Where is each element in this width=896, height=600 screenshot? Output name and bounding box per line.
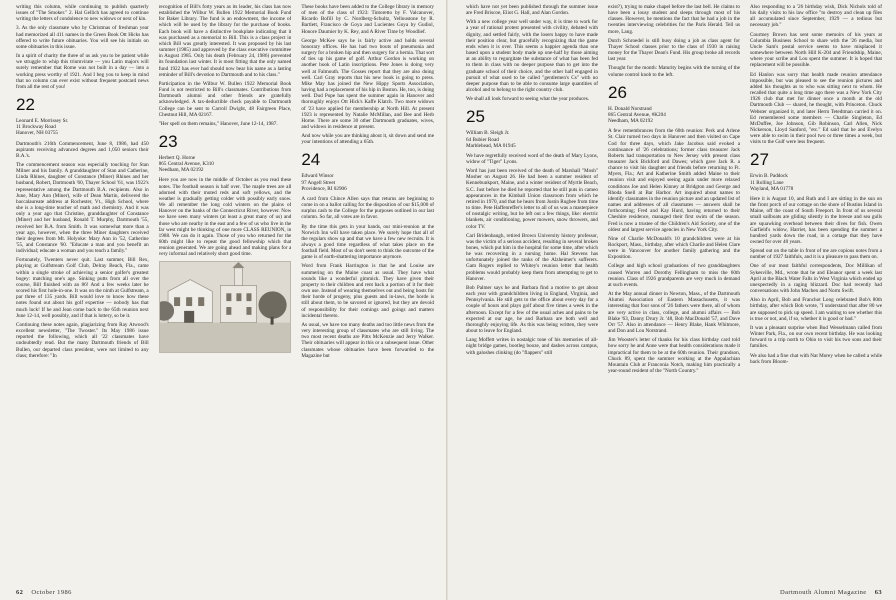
address-line: 11 Rolling Lane: [750, 179, 784, 186]
class-year-heading: 24: [301, 150, 321, 170]
paragraph: Here it is August 10, and Ruth and I are sitting in the sun on the front porch of our cottage on the shore of Bustins Island in Maine, off the coast of South Freeport. In front of us several small sailboats are gliding silently in the breeze and sea gulls are squawking overhead between their dives for fish. Owen Garfield's widow, Harriet, has been spending the summer a hundred yards down the road, in a cottage that they have owned for over 40 years.: [750, 195, 882, 245]
paragraph: A card from Chince Allen says that returns are beginning to come in on a ballot calling for the disposition of our $15,000 of surplus cash to the College for the purposes outlined in our last column. So far, all votes are in favor.: [301, 195, 435, 221]
paragraph: Ed Hanlon was sorry that health made reunion attendance impossible, but was pleased to see the reunion pictures and added his thoughts as to who was sitting next to whom. He recalled that quite a long time ago there was a New York City 1926 club that met for dinner once a month at the old Dartmouth Club — shared, he thought, with Princeton. Chuck Webster organized it, and later Herm Tetedtman carried it on. Ed remembered some members — Charlie Singleton, Ed McDuffee, Joe Johnson, Gib Robinson, Carl Allen, Nick Nickerson, Lloyd Sanford, "etc." Ed said that he and Evelyn were able to swim in their pool two or three times a week, but visits to the Gulf were less frequent.: [750, 71, 882, 146]
right-column-3: [750, 4, 882, 582]
paragraph: We have regretfully received word of the death of Mary Lyons, widow of "Tiger" Lyons.: [466, 152, 598, 165]
paragraph: Dartmouth's 216th Commencement, June 8, 1986, had 450 aspirants receiving advanced degrees and 1,050 seniors their B.A.'s.: [16, 140, 149, 159]
paragraph: Bob Palmer says he and Barbara find a motive to get about each year with grandchildren living in England, Virginia, and Pennsylvania. He still gets to the office about every day for a couple of hours and plays golf about five times a week in the afternoon. Except for a few of the usual aches and pains to be expected at our age, he and Barbara are both well and thoroughly enjoying life. As this was being written, they were about to leave for England.: [466, 284, 598, 335]
campus-building-illustration: [160, 262, 291, 352]
paragraph: Also in April, Bob and Franchot Long celebrated Bob's 80th birthday, after which Bob wrote, "I understand that after 80 we are supposed to pick up speed. I am waiting to see whether this is true or not, and, if so, whether it is good or bad.": [750, 297, 882, 322]
paragraph: By the time this gets in your hands, our mini-reunion at the Norwich Inn will have taken place. We surely hope that all of the regulars show up and that we have a few new recruits. It is always a good time regardless of what takes place on the football field. Most of us don't seem to think the outcome of the game is of earth-shattering importance anymore.: [301, 223, 435, 261]
paragraph: College and high school graduations of two granddaughters caused Warren and Dorothy Fellingham to miss the 60th reunion. Class of 1926 grandparents are very much in demand at such events.: [608, 263, 740, 288]
paragraph: Fortunately, Twenters never quit. Last summer, Bill Rex, playing at Gulfstream Golf Club, Delray Beach, Fla., came within a single stroke of achieving a senior golfer's greatest bogey: matching one's age. Sinking putts from all over the course, Bill finished with an 86! And a few weeks later he scored his first hole-in-one. It was on the ninth at Gulfstream, a par three of 135 yards. Bill would love to know how these notes found out about his golf expertise — nobody has that much luck! If he and Jean come back to the 65th reunion next June 12-14, well possibly, and if that is lottery, so be it.: [16, 257, 149, 319]
address-line: Providence, RI 02906: [301, 185, 347, 192]
class-year-heading: 26: [608, 82, 627, 102]
paragraph: Participation in the Wilbur W. Bullen 1922 Memorial Book Fund is not restricted to Bill's classmates. Contributions from Dartmouth alumni and other friends are gratefully acknowledged. A tax-deductible check payable to Dartmouth College can be sent to Carroll Dwight, 48 Fairgreen Place, Chestnut Hill, MA 02167.: [158, 80, 292, 118]
address-line: Marblehead, MA 01945: [466, 142, 516, 149]
address-line: 11 Brockway Road: [16, 124, 56, 131]
paragraph: Word from Frank Harrington is that he and Louise are summering on the Maine coast as usual. They have what sounds like a wonderful gimmick. They have given their property to their children and rent back a portion of it for their own use. Instead of wearing themselves out and being hosts for their horde of progeny, plus guests and in-laws, the horde is still about them, to be savored or ignored, but they are devoid of responsibility for their comings and goings and matters incidental thereto.: [301, 263, 435, 319]
paragraph: In a spirit of charity the three of us ask you to be patient while we struggle to whip this triumvirate — you Latin majors will surely remember that Rome was not built in a day — into a working press worthy of 1921. And I beg you to keep in mind that no column can ever exist without frequent postcard news from all the rest of you!: [16, 53, 149, 90]
page-number: 63: [874, 589, 882, 596]
paragraph: One of our most faithful correspondents, Doc Millikan of Sykesville, Md., wrote that he and Eleanor spent a week last April at the Black Water Falls in West Virginia which ended up unexpectedly in a raging blizzard. Doc had recently had conversations with John Machen and Norm Swift.: [750, 263, 882, 295]
right-column-1: [466, 4, 598, 582]
left-page-footer: [16, 589, 434, 596]
footer-folio: [16, 589, 72, 596]
issue-date: October 1986: [31, 589, 72, 596]
paragraph: And now while you are thinking about it, sit down and send me your intentions of attending a 65th.: [301, 133, 435, 146]
paragraph: recognition of Bill's forty years as its leader, his class has now established the Wilbur W. Bullen 1922 Memorial Book Fund for Baker Library. The fund is an endowment, the income of which will be used by the library for the purchase of books. Each book will have a distinctive bookplate indicating that it was purchased as a memorial to Bill. This is a class project in which Bill was greatly interested. It was proposed by his last summer (1985) and approved by the class executive committee in August 1985. Only his death (February 24, 1986) prevented its foundation last winter. It is most fitting that the only named fund 1922 has ever had should now bear his name as a lasting reminder of Bill's devotion to Dartmouth and to his class.": [158, 4, 292, 78]
right-page: [448, 0, 896, 600]
paragraph: Here you are now in the middle of October as you read these notes. The football season is half over. The maple trees are all adorned with their muted reds and soft yellows, and the weather is gradually getting colder with possibly early snow. We all remember the long cold winters on the plains of Hanover on the banks of the Connecticut River, however. Now we have seen many winters (at least a great many of us) and those who are nearby in the east and a few of us who live in the far west might be thinking of one more CLASS REUNION, in 1988. We can do it again. Those of you who returned for the 60th might like to repeat the good fellowship which that reunion generated. We are going ahead and making plans for a very informal and relatively short good time.: [158, 177, 292, 258]
paragraph: George McKee says he is fairly active and holds several honorary offices. He has had two bouts of pneumonia and surgery for a broken hip and then surgery for a hernia. That sort of ties up his game of golf. Arthur Gordon is working on another book of Latin inscriptions. Pete Jones is doing very well at Falmouth. The Gosses report that they are also doing well. Carl Gray reports that his new book is going to press. Mike May has joined the New Hippy Sports Association, having had a replacement of his hip in Boston. He, too, is doing well. Dud Pope has spent the summer again in Hanover and thoroughly enjoys Ott Hick's Kaffe Klatch. Two more widows of '23 have applied for membership at North Hill. At present 1923 is represented by Natalie McMillan, and Bee and Herb Horne. There are some 30 other Dartmouth graduates, wives, and widows in residence at present.: [301, 37, 435, 130]
paragraph: Nine of Charlie McDonald's 10 grandchildren were at his Rockport, Mass., birthday, after which Charlie and Helen Clare were in Vancouver for another family gathering and the Exposition.: [608, 235, 740, 261]
address-line: 64 Bubier Road: [466, 136, 499, 143]
paragraph: These books have been added to the College library in memory of men of the class of 1923: Tintoretto by F. Valcanover, Ricardo Bofill by C. Nordberg-Schultz, Yelloustone by R. Bartlett, Francisco de Goya and Lucientes Goya by Gudiol, Honore Daumier by K. Rey, and A River Time by Woodlief.: [301, 4, 435, 35]
class-secretary-address: [608, 106, 740, 124]
paragraph: exist?), trying to make chapel before the last bell. He claims to have been a lousy student and sleeps through most of his classes. However, he mentions the fact that he had a job in the twenties interviewing celebrities for the Paris Herald. Tell us more, Lang.: [608, 4, 740, 35]
address-line: Needham, MA 02192: [608, 118, 653, 125]
address-line: Needham, MA 02192: [158, 167, 204, 174]
page-number: 62: [16, 589, 24, 596]
footer-folio: [780, 589, 882, 596]
address-line: 865 Central Avenue, #K204: [608, 111, 666, 118]
paragraph: A few remembrances from the 60th reunion: Perk and Arlene St. Clair turned two days in Hanover and then visited on Cape Cod for three days, which Jake Jacobus said evoked a continuance of '26 celebrations; former class treasurer Jack Roberts had transportation to New Jersey with present class treasurer Jack Bickford and Dawes; which gave Jack R. a chance to visit his daughter and friends before returning to Ft. Myers, Fla.; Art and Katherine Smith added Maine to their reunion visit and enjoyed seeing again under more relaxed conditions Joe and Helen Kinney at Bridgton and George and Rhoda Snell at Bar Harbor. Art inquired about names to identify classmates in the reunion picture and an updated list of names and addresses of all classmates — answers shall be forthcoming; Fred and Kay Hurd, having returned to their Cheshire residence, managed their first swim of the season. Fred is now a trustee of the Children's Aid Society, one of the oldest and largest service agencies in New York City.: [608, 128, 740, 233]
paragraph: which have not yet been published through the summer issue are Fred Briscoe, Eliot G. Hall, and Alan Gordon.: [466, 4, 598, 17]
paragraph: Thought for the month: Maturity begins with the turning of the volume control knob to the left.: [608, 65, 740, 78]
class-year-heading: 25: [466, 107, 485, 127]
campus-photo: [159, 261, 292, 353]
paragraph: Lang Moffett writes in nostalgic tone of his memories of all-night bridge games, bootleg booze, and dashes across campus, with galoshes clinking (do "flappers" still: [466, 337, 598, 356]
paragraph: We shall all look forward to seeing what the year produces.: [466, 96, 590, 103]
left-column-1: [16, 4, 149, 582]
paragraph: Word has just been received of the death of Marshall "Mosh" Mosher on August 26. He had been a summer resident of Kennebunkport, Maine, and a winter resident of Myrtle Beach, S.C. Just before he died he reported that he still puts in cameo appearances in the Kimball Union classroom from which he retired in 1970, and that he hears from Justin Rugbee from time to time. Pete Haffenreffer's letter to all of us was a masterpiece of nostalgic writing, but he left out a few things, like: electric blankets, air conditioning, power mowers, snow throwers, and color TV.: [466, 168, 598, 230]
paragraph: Spread out on the table in front of me are copious notes from a number of 1927 faithfuls, and it is a pleasure to pass them on.: [750, 248, 882, 261]
paragraph: Dutch Schroedel is still busy doing a job as class agent for Thayer School classes prior to the class of 1930 in raising money for the Thayer Dean's Fund. His group broke all records last year.: [608, 37, 740, 63]
address-line: H. Donald Norstrand: [608, 105, 652, 112]
magazine-name: Dartmouth Alumni Magazine: [780, 589, 867, 596]
left-column-2: [159, 4, 292, 582]
address-line: Wayland, MA 01778: [750, 185, 794, 192]
class-secretary-address: [466, 130, 598, 148]
address-line: Edward Winsor: [301, 173, 334, 180]
paragraph: We also had a fine chat with Nat Morey when he called a while back from Bloom-: [750, 352, 882, 365]
address-line: 865 Central Avenue, K310: [158, 161, 214, 168]
right-page-footer: [466, 589, 882, 596]
paragraph: Jim Wooster's letter of thanks for his class birthday card told how sorry he and Anne were that health considerations made it impractical for them to be at the 60th reunion. Their grandson, Chuck 89, spent the summer working at the Appalachian Mountain Club at Franconia Notch, making him practically a year-round resident of the "North Country.": [608, 337, 740, 374]
paragraph: Courtney Brown has sent some memoirs of his years at Columbia Business School to share with the '26 media, but Uncle Sam's postal service seems to have misplaced it somewhere between North Hill K-204 and Friendship, Maine, where your scribe and Lou spent the summer. It is hoped that replacement will be possible.: [750, 31, 882, 69]
address-line: 97 Angell Street: [301, 179, 336, 186]
paragraph: Also responding to a '26 birthday wish, Dick Nichols told of his daily visits to his law office "to destroy and clean up files all accumulated since September, 1929 — a tedious but necessary job.": [750, 4, 882, 29]
paragraph: At the May annual dinner in Newton, Mass., of the Dartmouth Alumni Association of Eastern Massachusetts, it was interesting that four sons of '26 fathers were there, all of whom are very active in class, college, and alumni affairs — Bob Blake '63, Danny Drury Jr. '48, Bob MacDonald '57, and Dave Orr '57. Also in attendance — Henry Blake, Hank Whitmore, and Don and Lou Norstrand.: [608, 291, 740, 335]
paragraph: It was a pleasant surprise when Bud Wesselmann called from Winter Park, Fla., on our own recent birthday. He was looking forward to a trip north to Ohio to visit his two sons and their families.: [750, 324, 882, 350]
address-line: Hanover, NH 03755: [16, 130, 59, 137]
address-line: Leonard E. Morrissey Sr.: [16, 118, 69, 125]
address-line: Erwin B. Paddock: [750, 173, 788, 180]
class-year-heading: 27: [750, 150, 769, 170]
left-columns: [16, 4, 434, 582]
paragraph: With a new college year well under way, it is time to work for a year of rational protest presented with civility, debated with dignity, and settled fairly, with the losers happy to have made their position clear, but gracefully recognizing that the game ends when it is over. This seems a happier agenda than one based upon a student body made up one-half by those aiming at an ability to regurgitate the substance of what has been fed to them in class with no deeper purpose than to get into the graduate school of their choice, and the other half engaged in pursuit of what used to be called "gentlemen's Cs" with no deeper purpose than to be able to consume large quantities of alcohol and to belong to the right country club.: [466, 19, 598, 94]
class-secretary-address: [301, 173, 434, 191]
paragraph: The commencement season was especially touching for Stan Milner and his family. A granddaughter of Stan and Catherine, Linda Rhines, daughter of Constance (Miner) Rhines and her husband, Robert, Dartmouth '60, Thayer School '61, was 1922's representative among the Dartmouth B.A. recipients. Also in June, Mary Ann (Miner), wife of Dean Martin, delivered the baccalaureate address at Rochester, Vt., High School, where she is a long-time teacher of math and chemistry. And it was only a year ago that Christine, granddaughter of Constance (Miner) and her husband, Ronald T. Murphy, Dartmouth '55, received her B.A. from Smith. It was somewhat more than a year ago, however, when the three Miner daughters received their degrees from Mt. Holyoke: Mary Ann in '52, Catherine '55, and Constance '60. "Educate a man and you benefit an individual; educate a woman and you teach a family.": [16, 161, 149, 255]
class-year-heading: 22: [16, 95, 35, 115]
class-year-heading: 23: [158, 131, 178, 151]
right-columns: [466, 4, 882, 582]
address-line: Herbert Q. Horne: [158, 154, 196, 161]
right-column-2: [608, 4, 740, 582]
class-secretary-address: [159, 155, 292, 173]
class-secretary-address: [750, 173, 882, 191]
paragraph: "Her spell on them remains," Hanover, June 12-14, 1987.: [158, 120, 278, 127]
left-column-3: [301, 4, 434, 582]
paragraph: writing this column, while continuing to publish quarterly issues of "The Smoker." 2. Hal Gellich has agreed to continue writing the letters of condolence to new widows or next of kin.: [16, 4, 149, 23]
paragraph: Continuing these notes again, plagiarizing from Ray Atwood's excellent newsletter, "The Twoster." Its May 1986 issue reported the following, which all '22 classmates have undoubtedly read. But the many Dartmouth friends of Bill Bullen, our departed class president, were not limited to any class; therefore: "In: [16, 321, 149, 359]
class-secretary-address: [16, 118, 149, 136]
paragraph: As usual, we have too many deaths and too little news from the very interesting group of classmates who are still living. The two most recent deaths are Pitts McKenzie and Jerry Walker. Their obituaries will appear in this or a subsequent issue. Other classmates whose obituaries have been forwarded to the Magazine but: [301, 321, 435, 359]
paragraph: 3. As the only classmate who by Christmas of freshman year had memorized all 411 names in the Green Book Ott Hicks has offered to write future obituaries. You will see his initials on some obituaries in this issue.: [16, 25, 149, 50]
paragraph: Carl Bridenbaugh, retired Brown University history professor, was the victim of a serious accident, resulting in several broken bones, which put him in the hospital for some time, after which he was recovering in a nursing home. Hal Stevens has unfortunately joined the ranks of the Alzheimer's sufferers. Gam Rogers replied to Whitey's reunion letter that health problems would probably keep them from attempting to get to Hanover.: [466, 232, 598, 282]
address-line: William B. Sleigh Jr.: [466, 130, 510, 137]
